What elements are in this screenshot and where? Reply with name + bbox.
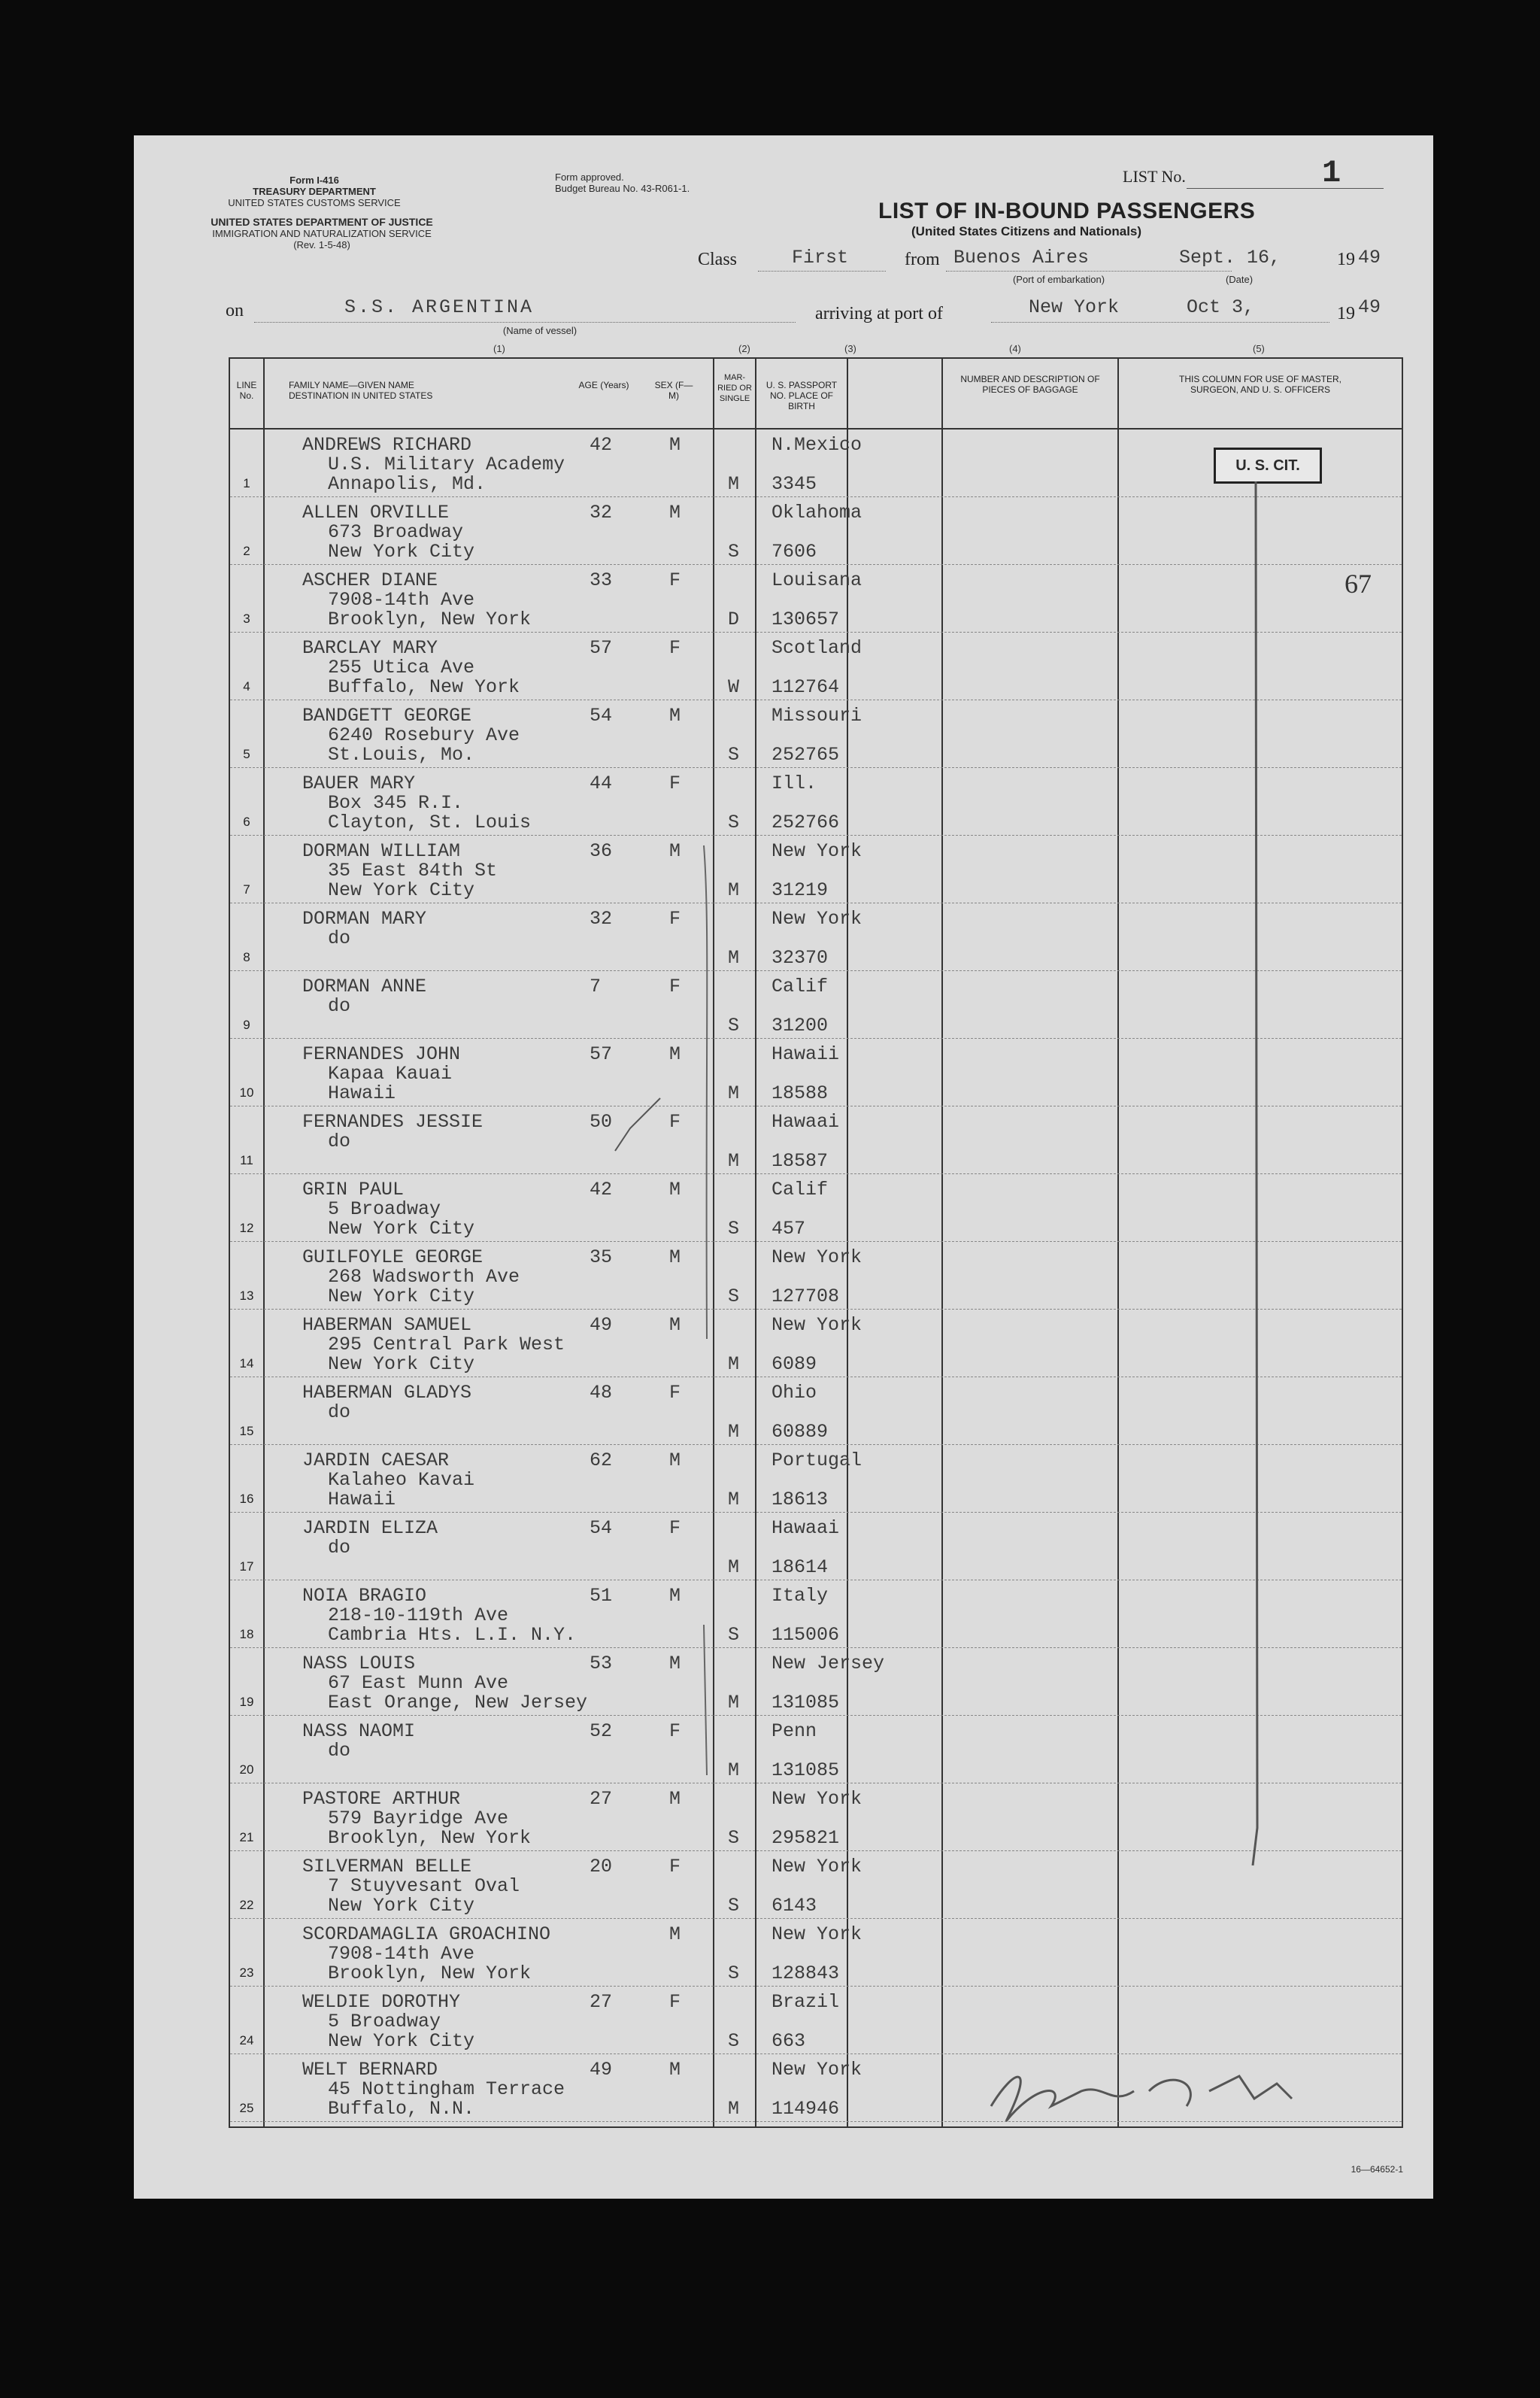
address-line-1: 7908-14th Ave bbox=[328, 1943, 475, 1965]
place-of-birth: New York bbox=[772, 1856, 862, 1877]
passenger-name: GUILFOYLE GEORGE bbox=[302, 1246, 484, 1268]
tick-mark bbox=[615, 1098, 660, 1151]
place-of-birth: Hawaai bbox=[772, 1517, 840, 1539]
line-number: 25 bbox=[239, 2101, 254, 2115]
age: 33 bbox=[590, 569, 613, 591]
signature-scrawl bbox=[991, 2076, 1292, 2121]
from-value: Buenos Aires bbox=[953, 247, 1090, 269]
passenger-name: ASCHER DIANE bbox=[302, 569, 438, 591]
passport-number: 31219 bbox=[772, 879, 829, 901]
address-line-2: Hawaii bbox=[328, 1082, 396, 1104]
passport-number: 60889 bbox=[772, 1421, 829, 1443]
vessel-caption: (Name of vessel) bbox=[502, 325, 578, 336]
address-line-1: do bbox=[328, 1131, 351, 1152]
sail-date: Sept. 16, bbox=[1179, 247, 1281, 269]
place-of-birth: Hawaii bbox=[772, 1043, 840, 1065]
revision: (Rev. 1-5-48) bbox=[293, 239, 350, 250]
passenger-name: ALLEN ORVILLE bbox=[302, 502, 450, 524]
passenger-name: HABERMAN GLADYS bbox=[302, 1382, 472, 1404]
age: 32 bbox=[590, 908, 613, 930]
passenger-name: DORMAN WILLIAM bbox=[302, 840, 461, 862]
sex: M bbox=[669, 840, 681, 862]
address-line-2: Buffalo, N.N. bbox=[328, 2098, 475, 2120]
year-prefix: 19 bbox=[1337, 250, 1355, 269]
marital-status: M bbox=[728, 1150, 740, 1172]
age: 57 bbox=[590, 1043, 613, 1065]
age: 42 bbox=[590, 1179, 613, 1201]
passenger-name: SCORDAMAGLIA GROACHINO bbox=[302, 1923, 551, 1945]
port-embark-caption: (Port of embarkation) bbox=[1012, 274, 1105, 285]
line-number: 9 bbox=[243, 1018, 250, 1032]
sex: M bbox=[669, 1788, 681, 1810]
age-header: AGE (Years) bbox=[578, 380, 629, 390]
sex: F bbox=[669, 1856, 681, 1877]
passenger-name: DORMAN ANNE bbox=[302, 976, 427, 997]
sex: M bbox=[669, 1923, 681, 1945]
justice-dept: UNITED STATES DEPARTMENT OF JUSTICE bbox=[211, 216, 433, 228]
address-line-2: St.Louis, Mo. bbox=[328, 744, 475, 766]
passport-number: 252765 bbox=[772, 744, 840, 766]
sex: F bbox=[669, 1517, 681, 1539]
col-num-4: (4) bbox=[1009, 343, 1021, 354]
address-line-2: New York City bbox=[328, 1286, 475, 1307]
us-citizen-stamp: U. S. CIT. bbox=[1214, 448, 1322, 484]
married-header: MAR-RIED OR SINGLE bbox=[717, 373, 752, 403]
passport-number: 131085 bbox=[772, 1692, 840, 1714]
address-line-1: do bbox=[328, 1401, 351, 1423]
passenger-name: BAUER MARY bbox=[302, 773, 416, 794]
age: 7 bbox=[590, 976, 602, 997]
address-line-2: Brooklyn, New York bbox=[328, 1827, 532, 1849]
place-of-birth: Portugal bbox=[772, 1449, 862, 1471]
age: 27 bbox=[590, 1788, 613, 1810]
sex: M bbox=[669, 434, 681, 456]
passport-number: 6089 bbox=[772, 1353, 817, 1375]
line-number: 12 bbox=[239, 1221, 254, 1235]
age: 62 bbox=[590, 1449, 613, 1471]
age: 35 bbox=[590, 1246, 613, 1268]
line-number: 5 bbox=[243, 747, 250, 761]
passenger-name: JARDIN CAESAR bbox=[302, 1449, 450, 1471]
line-number: 21 bbox=[239, 1830, 254, 1844]
passport-number: 3345 bbox=[772, 473, 817, 495]
col-num-2: (2) bbox=[738, 343, 750, 354]
place-of-birth: Brazil bbox=[772, 1991, 840, 2013]
address-line-1: do bbox=[328, 927, 351, 949]
age: 53 bbox=[590, 1653, 613, 1674]
sex: M bbox=[669, 2059, 681, 2081]
marital-status: M bbox=[728, 1759, 740, 1781]
place-of-birth: New York bbox=[772, 1923, 862, 1945]
line-number: 10 bbox=[239, 1085, 254, 1100]
line-number: 7 bbox=[243, 882, 250, 897]
age: 42 bbox=[590, 434, 613, 456]
age: 57 bbox=[590, 637, 613, 659]
address-line-1: 35 East 84th St bbox=[328, 860, 498, 882]
place-of-birth: Ill. bbox=[772, 773, 817, 794]
address-line-1: do bbox=[328, 1740, 351, 1762]
passport-number: 131085 bbox=[772, 1759, 840, 1781]
form-number: 16—64652-1 bbox=[1351, 2164, 1403, 2175]
sex: F bbox=[669, 1111, 681, 1133]
arrival-date: Oct 3, bbox=[1187, 296, 1255, 318]
age: 54 bbox=[590, 705, 613, 727]
vessel-name: S.S. ARGENTINA bbox=[344, 296, 535, 318]
from-label: from bbox=[905, 250, 940, 269]
age: 32 bbox=[590, 502, 613, 524]
place-of-birth: Calif bbox=[772, 976, 829, 997]
place-of-birth: Missouri bbox=[772, 705, 862, 727]
passenger-name: NASS LOUIS bbox=[302, 1653, 416, 1674]
line-number: 1 bbox=[243, 476, 250, 490]
marital-status: M bbox=[728, 1421, 740, 1443]
place-of-birth: New York bbox=[772, 1788, 862, 1810]
class-value: First bbox=[792, 247, 849, 269]
passenger-name: SILVERMAN BELLE bbox=[302, 1856, 472, 1877]
line-number: 4 bbox=[243, 679, 250, 694]
passport-number: 112764 bbox=[772, 676, 840, 698]
passport-number: 18614 bbox=[772, 1556, 829, 1578]
approved-text: Form approved. bbox=[555, 172, 624, 183]
address-line-2: New York City bbox=[328, 1353, 475, 1375]
address-line-2: Brooklyn, New York bbox=[328, 609, 532, 630]
place-of-birth: Italy bbox=[772, 1585, 829, 1607]
marital-status: S bbox=[728, 541, 740, 563]
manifest-title: LIST OF IN-BOUND PASSENGERS bbox=[878, 199, 1256, 223]
address-line-2: Buffalo, New York bbox=[328, 676, 520, 698]
treasury-dept: TREASURY DEPARTMENT bbox=[253, 186, 376, 197]
col-num-1: (1) bbox=[493, 343, 505, 354]
age: 49 bbox=[590, 2059, 613, 2081]
line-number: 2 bbox=[243, 544, 250, 558]
address-line-1: 268 Wadsworth Ave bbox=[328, 1266, 520, 1288]
place-of-birth: Oklahoma bbox=[772, 502, 862, 524]
place-of-birth: New York bbox=[772, 908, 862, 930]
passenger-name: JARDIN ELIZA bbox=[302, 1517, 438, 1539]
sex: M bbox=[669, 1179, 681, 1201]
passport-number: 663 bbox=[772, 2030, 806, 2052]
marital-status: M bbox=[728, 1082, 740, 1104]
sex: M bbox=[669, 1585, 681, 1607]
officer-pencil-marks bbox=[134, 135, 1433, 2199]
address-line-1: 673 Broadway bbox=[328, 521, 464, 543]
passenger-name: NASS NAOMI bbox=[302, 1720, 416, 1742]
passenger-name: BARCLAY MARY bbox=[302, 637, 438, 659]
address-line-1: do bbox=[328, 1537, 351, 1559]
list-no-value: 1 bbox=[1322, 155, 1341, 191]
place-of-birth: Calif bbox=[772, 1179, 829, 1201]
line-number: 22 bbox=[239, 1898, 254, 1912]
sex: M bbox=[669, 1246, 681, 1268]
sex: M bbox=[669, 1314, 681, 1336]
passport-number: 127708 bbox=[772, 1286, 840, 1307]
passenger-name: FERNANDES JESSIE bbox=[302, 1111, 484, 1133]
address-line-2: Hawaii bbox=[328, 1489, 396, 1510]
passenger-name: FERNANDES JOHN bbox=[302, 1043, 461, 1065]
marital-status: S bbox=[728, 1015, 740, 1037]
line-number: 18 bbox=[239, 1627, 254, 1641]
year-value: 49 bbox=[1358, 247, 1381, 269]
address-line-1: Kalaheo Kavai bbox=[328, 1469, 475, 1491]
customs-service: UNITED STATES CUSTOMS SERVICE bbox=[228, 197, 401, 208]
address-line-2: New York City bbox=[328, 879, 475, 901]
officers-header: THIS COLUMN FOR USE OF MASTER, SURGEON, AND U. S. OFFICERS bbox=[1178, 374, 1341, 395]
sex: F bbox=[669, 1720, 681, 1742]
marital-status: S bbox=[728, 1218, 740, 1240]
passenger-name: PASTORE ARTHUR bbox=[302, 1788, 461, 1810]
sex-header: SEX (F—M) bbox=[654, 380, 693, 401]
age: 54 bbox=[590, 1517, 613, 1539]
marital-status: M bbox=[728, 1556, 740, 1578]
col-num-5: (5) bbox=[1253, 343, 1265, 354]
age: 36 bbox=[590, 840, 613, 862]
address-line-1: 45 Nottingham Terrace bbox=[328, 2078, 565, 2100]
line-number: 16 bbox=[239, 1492, 254, 1506]
place-of-birth: Penn bbox=[772, 1720, 817, 1742]
passport-number: 128843 bbox=[772, 1962, 840, 1984]
marital-status: D bbox=[728, 609, 740, 630]
passenger-name: BANDGETT GEORGE bbox=[302, 705, 472, 727]
sex: F bbox=[669, 569, 681, 591]
marital-status: S bbox=[728, 744, 740, 766]
place-of-birth: Louisana bbox=[772, 569, 862, 591]
line-number: 23 bbox=[239, 1965, 254, 1980]
address-line-2: New York City bbox=[328, 1218, 475, 1240]
line-number: 17 bbox=[239, 1559, 254, 1574]
marital-status: S bbox=[728, 1624, 740, 1646]
line-number: 13 bbox=[239, 1289, 254, 1303]
address-line-1: 7908-14th Ave bbox=[328, 589, 475, 611]
address-line-2: Cambria Hts. L.I. N.Y. bbox=[328, 1624, 577, 1646]
arrival-year-prefix: 19 bbox=[1337, 304, 1355, 323]
address-line-2: East Orange, New Jersey bbox=[328, 1692, 588, 1714]
place-of-birth: New York bbox=[772, 2059, 862, 2081]
marital-status: M bbox=[728, 1692, 740, 1714]
passenger-name: GRIN PAUL bbox=[302, 1179, 405, 1201]
address-line-1: 255 Utica Ave bbox=[328, 657, 475, 678]
address-line-1: 579 Bayridge Ave bbox=[328, 1808, 509, 1829]
passenger-name: HABERMAN SAMUEL bbox=[302, 1314, 472, 1336]
passport-number: 18588 bbox=[772, 1082, 829, 1104]
row3-annotation: 67 bbox=[1344, 569, 1372, 599]
marital-status: M bbox=[728, 473, 740, 495]
form-id: Form I-416 bbox=[290, 175, 339, 186]
place-of-birth: N.Mexico bbox=[772, 434, 862, 456]
passport-number: 7606 bbox=[772, 541, 817, 563]
baggage-header: NUMBER AND DESCRIPTION OF PIECES OF BAGGAGE bbox=[960, 374, 1100, 395]
place-of-birth: Hawaai bbox=[772, 1111, 840, 1133]
address-line-2: Annapolis, Md. bbox=[328, 473, 487, 495]
marital-status: S bbox=[728, 1286, 740, 1307]
marital-status: M bbox=[728, 2098, 740, 2120]
manifest-page bbox=[134, 135, 1433, 2199]
passport-number: 130657 bbox=[772, 609, 840, 630]
col-num-3: (3) bbox=[844, 343, 856, 354]
address-line-1: Kapaa Kauai bbox=[328, 1063, 453, 1085]
address-line-1: Box 345 R.I. bbox=[328, 792, 464, 814]
line-number: 6 bbox=[243, 815, 250, 829]
address-line-1: 295 Central Park West bbox=[328, 1334, 565, 1355]
sex: M bbox=[669, 1653, 681, 1674]
address-line-2: New York City bbox=[328, 1895, 475, 1917]
passport-number: 32370 bbox=[772, 947, 829, 969]
address-line-1: 5 Broadway bbox=[328, 2011, 441, 2032]
line-number: 20 bbox=[239, 1762, 254, 1777]
address-line-1: 5 Broadway bbox=[328, 1198, 441, 1220]
sex: F bbox=[669, 1382, 681, 1404]
address-line-1: do bbox=[328, 995, 351, 1017]
marital-status: M bbox=[728, 879, 740, 901]
class-label: Class bbox=[698, 250, 738, 269]
line-number: 8 bbox=[243, 950, 250, 964]
place-of-birth: Scotland bbox=[772, 637, 862, 659]
sex: M bbox=[669, 705, 681, 727]
marital-status: S bbox=[728, 2030, 740, 2052]
budget-text: Budget Bureau No. 43-R061-1. bbox=[555, 183, 690, 194]
passenger-name: NOIA BRAGIO bbox=[302, 1585, 427, 1607]
line-number: 14 bbox=[239, 1356, 254, 1371]
bracket-mark bbox=[704, 845, 707, 1775]
marital-status: M bbox=[728, 1353, 740, 1375]
name-header-line2: DESTINATION IN UNITED STATES bbox=[289, 390, 433, 401]
line-no-header: LINE No. bbox=[236, 380, 257, 401]
passenger-name: DORMAN MARY bbox=[302, 908, 427, 930]
marital-status: M bbox=[728, 1489, 740, 1510]
marital-status: S bbox=[728, 812, 740, 833]
place-of-birth: New York bbox=[772, 1314, 862, 1336]
passport-number: 252766 bbox=[772, 812, 840, 833]
address-line-2: New York City bbox=[328, 2030, 475, 2052]
list-no-label: LIST No. bbox=[1123, 167, 1186, 186]
age: 49 bbox=[590, 1314, 613, 1336]
marital-status: M bbox=[728, 947, 740, 969]
passport-header: U. S. PASSPORT NO. PLACE OF BIRTH bbox=[765, 380, 838, 411]
manifest-subtitle: (United States Citizens and Nationals) bbox=[911, 224, 1142, 238]
passport-number: 114946 bbox=[772, 2098, 840, 2120]
sex: M bbox=[669, 1449, 681, 1471]
arriving-label: arriving at port of bbox=[815, 304, 943, 323]
sex: F bbox=[669, 773, 681, 794]
address-line-1: 7 Stuyvesant Oval bbox=[328, 1875, 520, 1897]
arrival-year: 49 bbox=[1358, 296, 1381, 318]
sex: F bbox=[669, 1991, 681, 2013]
place-of-birth: New York bbox=[772, 1246, 862, 1268]
passport-number: 6143 bbox=[772, 1895, 817, 1917]
sex: M bbox=[669, 1043, 681, 1065]
name-header-line1: FAMILY NAME—GIVEN NAME bbox=[289, 380, 414, 390]
place-of-birth: New Jersey bbox=[772, 1653, 885, 1674]
passport-number: 18613 bbox=[772, 1489, 829, 1510]
line-number: 11 bbox=[240, 1153, 253, 1167]
passport-number: 295821 bbox=[772, 1827, 840, 1849]
passenger-name: ANDREWS RICHARD bbox=[302, 434, 472, 456]
age: 44 bbox=[590, 773, 613, 794]
passenger-name: WELDIE DOROTHY bbox=[302, 1991, 461, 2013]
marital-status: S bbox=[728, 1895, 740, 1917]
passport-number: 457 bbox=[772, 1218, 806, 1240]
sex: F bbox=[669, 976, 681, 997]
age: 48 bbox=[590, 1382, 613, 1404]
age: 50 bbox=[590, 1111, 613, 1133]
line-number: 15 bbox=[239, 1424, 254, 1438]
age: 20 bbox=[590, 1856, 613, 1877]
officer-vertical-line bbox=[1253, 481, 1257, 1865]
sex: F bbox=[669, 908, 681, 930]
on-label: on bbox=[226, 301, 244, 320]
address-line-2: New York City bbox=[328, 541, 475, 563]
age: 51 bbox=[590, 1585, 613, 1607]
marital-status: W bbox=[728, 676, 740, 698]
passport-number: 115006 bbox=[772, 1624, 840, 1646]
sex: F bbox=[669, 637, 681, 659]
age: 27 bbox=[590, 1991, 613, 2013]
address-line-1: U.S. Military Academy bbox=[328, 454, 565, 475]
address-line-1: 67 East Munn Ave bbox=[328, 1672, 509, 1694]
address-line-1: 218-10-119th Ave bbox=[328, 1604, 509, 1626]
passport-number: 31200 bbox=[772, 1015, 829, 1037]
address-line-2: Brooklyn, New York bbox=[328, 1962, 532, 1984]
passport-number: 18587 bbox=[772, 1150, 829, 1172]
line-number: 24 bbox=[239, 2033, 254, 2047]
place-of-birth: New York bbox=[772, 840, 862, 862]
arrival-port: New York bbox=[1029, 296, 1120, 318]
marital-status: S bbox=[728, 1962, 740, 1984]
ins-service: IMMIGRATION AND NATURALIZATION SERVICE bbox=[212, 228, 432, 239]
marital-status: S bbox=[728, 1827, 740, 1849]
sex: M bbox=[669, 502, 681, 524]
age: 52 bbox=[590, 1720, 613, 1742]
place-of-birth: Ohio bbox=[772, 1382, 817, 1404]
date-caption: (Date) bbox=[1225, 274, 1254, 285]
address-line-1: 6240 Rosebury Ave bbox=[328, 724, 520, 746]
line-number: 3 bbox=[243, 612, 250, 626]
address-line-2: Clayton, St. Louis bbox=[328, 812, 532, 833]
line-number: 19 bbox=[239, 1695, 254, 1709]
passenger-name: WELT BERNARD bbox=[302, 2059, 438, 2081]
